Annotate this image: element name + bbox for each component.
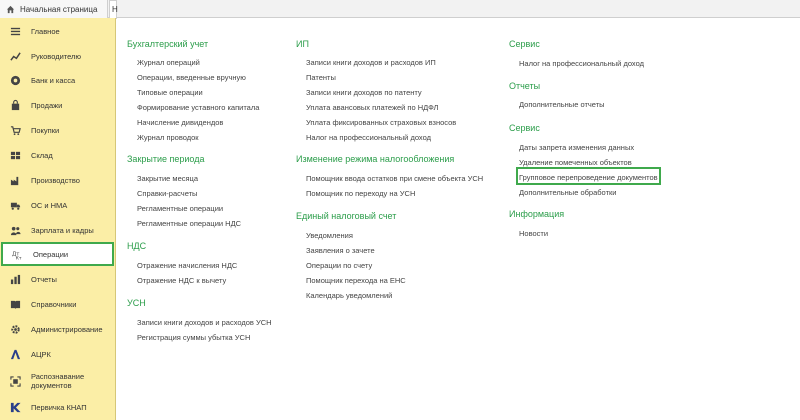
operations-icon xyxy=(11,248,24,261)
people-icon xyxy=(9,224,22,237)
svg-text:Дт: Дт xyxy=(12,250,20,257)
link-usn-income-book[interactable]: Записи книги доходов и расходов УСН xyxy=(137,318,272,327)
link-notifications[interactable]: Уведомления xyxy=(306,231,353,240)
link-routine-operations[interactable]: Регламентные операции xyxy=(137,204,224,213)
link-delete-marked[interactable]: Удаление помеченных объектов xyxy=(519,158,632,167)
sidebar-item-acrk[interactable] xyxy=(0,342,116,367)
link-typical-operations[interactable]: Типовые операции xyxy=(137,88,203,97)
link-edit-ban-dates[interactable]: Даты запрета изменения данных xyxy=(519,143,635,152)
sidebar-item-purchases[interactable] xyxy=(0,118,116,143)
sidebar-item-label: Руководителю xyxy=(31,52,82,61)
sidebar-item-recognition[interactable] xyxy=(0,367,116,395)
sidebar-item-label: АЦРК xyxy=(31,350,51,359)
sidebar-item-director[interactable] xyxy=(0,44,116,69)
sidebar-item-admin[interactable] xyxy=(0,317,116,342)
sidebar-item-sales[interactable] xyxy=(0,93,116,118)
sidebar-item-label: Главное xyxy=(31,27,60,36)
sidebar-item-assets[interactable] xyxy=(0,193,116,218)
sidebar-item-main[interactable] xyxy=(0,19,116,44)
link-additional-reports[interactable]: Дополнительные отчеты xyxy=(519,100,605,109)
sidebar-item-reports[interactable] xyxy=(0,267,116,292)
sidebar-item-label: Отчеты xyxy=(31,275,57,284)
sidebar-item-bank[interactable] xyxy=(0,68,116,93)
link-calc-certificates[interactable]: Справки-расчеты xyxy=(137,189,198,198)
sidebar-item-warehouse[interactable] xyxy=(0,143,116,168)
link-notifications-calendar[interactable]: Календарь уведомлений xyxy=(306,291,393,300)
link-ndfl-advance[interactable]: Уплата авансовых платежей по НДФЛ xyxy=(306,103,439,112)
sidebar-item-salary[interactable] xyxy=(0,218,116,243)
link-ens-transition[interactable]: Помощник перехода на ЕНС xyxy=(306,276,406,285)
link-service-professional-income-tax[interactable]: Налог на профессиональный доход xyxy=(519,59,644,68)
section-title-accounting: Бухгалтерский учет xyxy=(127,39,209,49)
link-usn-transition[interactable]: Помощник по переходу на УСН xyxy=(306,189,416,198)
link-professional-income-tax[interactable]: Налог на профессиональный доход xyxy=(306,133,431,142)
sidebar-item-label: Администрирование xyxy=(31,325,103,334)
sidebar-item-label: Распознавание документов xyxy=(31,372,85,390)
book-icon xyxy=(9,298,22,311)
section-title-vat: НДС xyxy=(127,241,147,251)
sidebar-item-label: Зарплата и кадры xyxy=(31,226,94,235)
sidebar-item-label: Продажи xyxy=(31,101,63,110)
link-account-operations[interactable]: Операции по счету xyxy=(306,261,373,270)
section-title-ip: ИП xyxy=(296,39,309,49)
coins-icon xyxy=(9,74,22,87)
section-title-service-2: Сервис xyxy=(509,123,540,133)
section-title-ens: Единый налоговый счет xyxy=(296,211,397,221)
link-additional-processing[interactable]: Дополнительные обработки xyxy=(519,188,617,197)
bars-icon xyxy=(9,273,22,286)
factory-icon xyxy=(9,174,22,187)
chart-icon xyxy=(9,50,22,63)
sidebar-item-knap[interactable] xyxy=(0,395,116,420)
link-batch-repost[interactable]: Групповое перепроведение документов xyxy=(519,173,658,182)
link-fixed-contributions[interactable]: Уплата фиксированных страховых взносов xyxy=(306,118,457,127)
tab-home[interactable] xyxy=(0,0,108,18)
link-operations-journal[interactable]: Журнал операций xyxy=(137,58,200,67)
link-balances-assistant[interactable]: Помощник ввода остатков при смене объекта УСН xyxy=(306,174,484,183)
link-charter-capital[interactable]: Формирование уставного капитала xyxy=(137,103,260,112)
section-title-tax-regime: Изменение режима налогообложения xyxy=(296,154,455,164)
sidebar-item-label: Первичка КНАП xyxy=(31,403,87,412)
bag-icon xyxy=(9,99,22,112)
link-postings-journal[interactable]: Журнал проводок xyxy=(137,133,199,142)
sidebar-item-operations[interactable] xyxy=(1,242,114,266)
sidebar-item-label: Склад xyxy=(31,151,53,160)
sidebar-item-label: Производство xyxy=(31,176,80,185)
section-title-information: Информация xyxy=(509,209,565,219)
svg-text:Кт: Кт xyxy=(15,256,22,262)
link-patent-income-book[interactable]: Записи книги доходов по патенту xyxy=(306,88,422,97)
link-vat-accrual[interactable]: Отражение начисления НДС xyxy=(137,261,238,270)
operations-panel xyxy=(117,18,800,420)
link-offset-applications[interactable]: Заявления о зачете xyxy=(306,246,375,255)
link-dividends[interactable]: Начисление дивидендов xyxy=(137,118,224,127)
section-title-reports: Отчеты xyxy=(509,81,541,91)
scan-doc-icon xyxy=(9,375,22,388)
section-title-service: Сервис xyxy=(509,39,540,49)
tab-current[interactable]: Н xyxy=(109,0,117,19)
tab-home-label: Начальная страница xyxy=(20,4,98,14)
link-usn-loss[interactable]: Регистрация суммы убытка УСН xyxy=(137,333,251,342)
acrk-logo-icon xyxy=(9,348,22,361)
link-ip-income-book[interactable]: Записи книги доходов и расходов ИП xyxy=(306,58,436,67)
link-routine-vat-operations[interactable]: Регламентные операции НДС xyxy=(137,219,242,228)
warehouse-icon xyxy=(9,149,22,162)
sidebar-item-label: Покупки xyxy=(31,126,60,135)
cart-icon xyxy=(9,124,22,137)
sidebar-item-label: Банк и касса xyxy=(31,76,76,85)
sidebar xyxy=(0,18,116,420)
sidebar-item-production[interactable] xyxy=(0,168,116,193)
link-manual-operations[interactable]: Операции, введенные вручную xyxy=(137,73,246,82)
sidebar-item-label: Справочники xyxy=(31,300,77,309)
link-news[interactable]: Новости xyxy=(519,229,549,238)
home-icon xyxy=(6,5,15,14)
sidebar-item-label: ОС и НМА xyxy=(31,201,68,210)
link-vat-deduction[interactable]: Отражение НДС к вычету xyxy=(137,276,227,285)
link-patents[interactable]: Патенты xyxy=(306,73,336,82)
link-month-close[interactable]: Закрытие месяца xyxy=(137,174,199,183)
top-tab-bar xyxy=(0,0,800,18)
section-title-usn: УСН xyxy=(127,298,146,308)
gear-icon xyxy=(9,323,22,336)
knap-logo-icon xyxy=(9,401,22,414)
sidebar-item-references[interactable] xyxy=(0,292,116,317)
truck-icon xyxy=(9,199,22,212)
section-title-period-close: Закрытие периода xyxy=(127,154,205,164)
sidebar-item-label: Операции xyxy=(33,249,69,259)
menu-lines-icon xyxy=(9,25,22,38)
